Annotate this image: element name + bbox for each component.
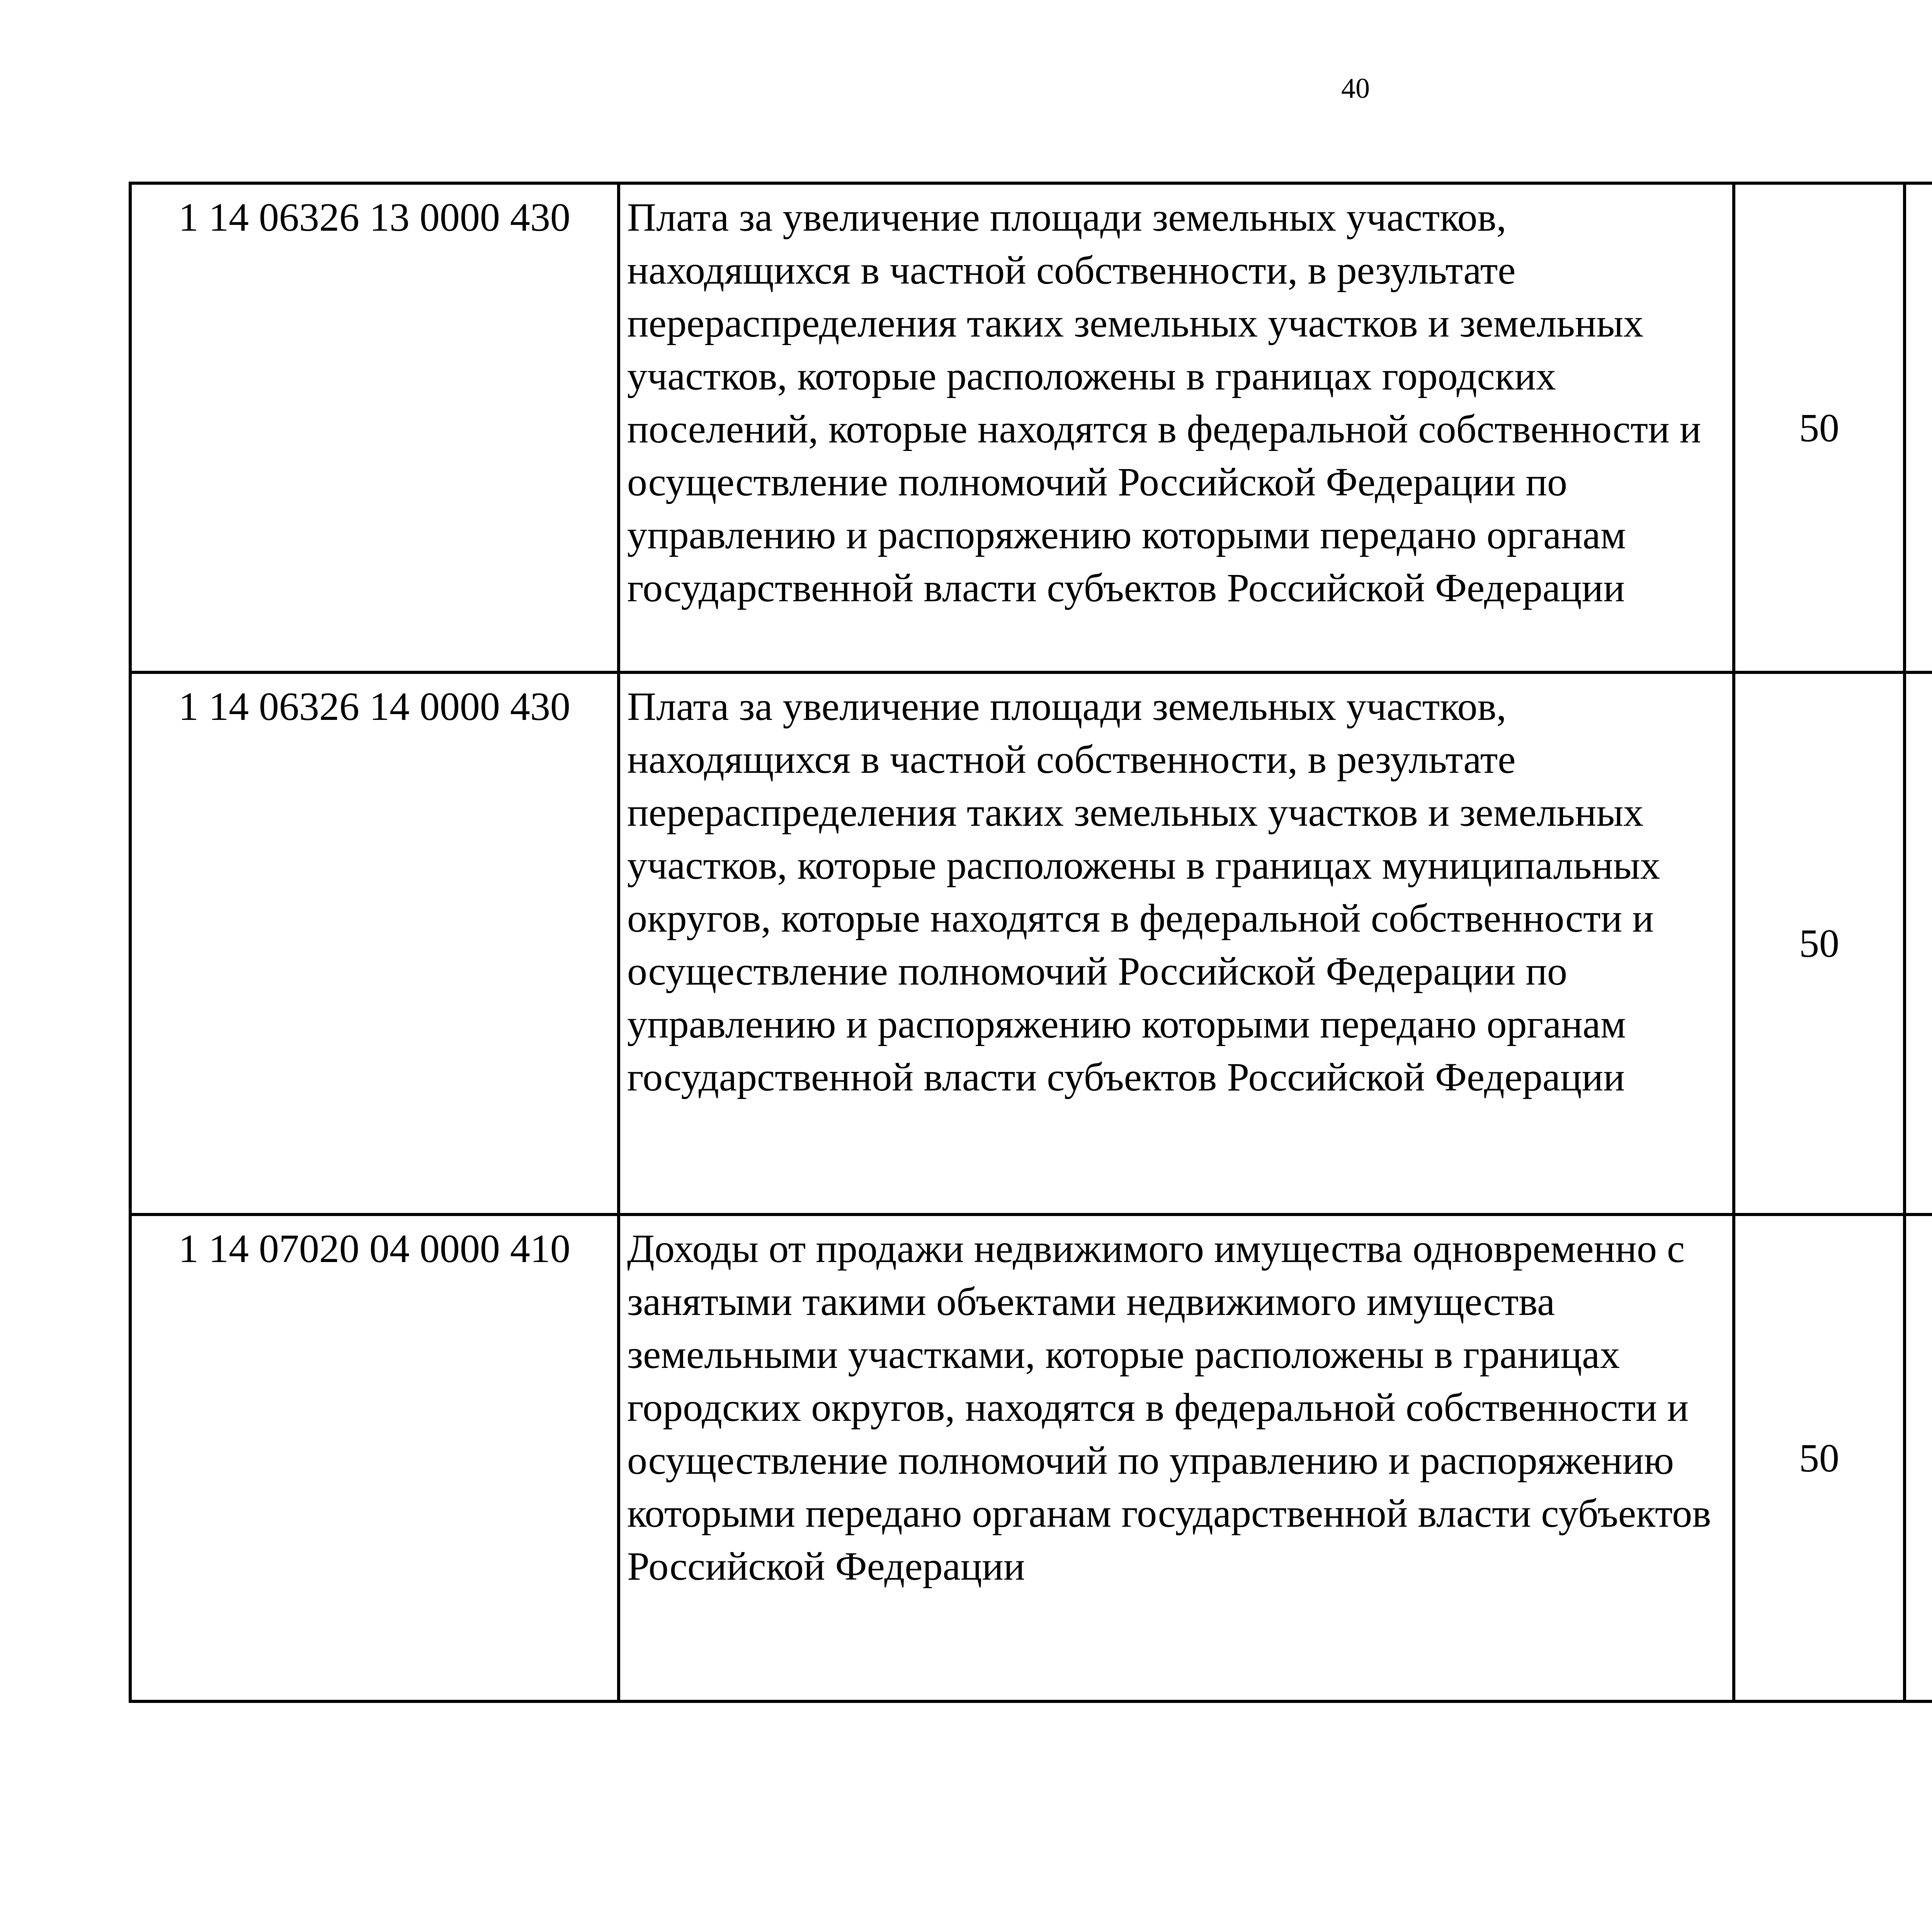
table-row <box>130 183 1932 672</box>
value-cell-2 <box>1905 183 1932 672</box>
revenue-code-cell: 1 14 07020 04 0000 410 <box>130 1214 619 1701</box>
page-number: 40 <box>1341 73 1370 104</box>
revenue-table <box>129 182 1932 1703</box>
revenue-code-cell: 1 14 06326 14 0000 430 <box>130 672 619 1214</box>
revenue-description-cell: Доходы от продажи недвижимого имущества одновременно с занятыми такими объектами недвижимого имущества земельными участками, которые расположены в границах городских округов, находятся в федеральной собственности и осуществление полномочий по управлению и распоряжению которыми передано органам государственной власти субъектов Российской Федерации <box>619 1214 1734 1701</box>
revenue-description-cell: Плата за увеличение площади земельных участков, находящихся в частной собственности, в результате перераспределения таких земельных участков и земельных участков, которые расположены в границах городских поселений, которые находятся в федеральной собственности и осуществление полномочий Российской Федерации по управлению и распоряжению которыми передано органам государственной власти субъектов Российской Федерации <box>619 183 1734 672</box>
table-row <box>130 672 1932 1214</box>
value-cell-2 <box>1905 1214 1932 1701</box>
value-cell-1: 50 <box>1734 672 1905 1214</box>
value-cell-2 <box>1905 672 1932 1214</box>
value-cell-1: 50 <box>1734 183 1905 672</box>
value-cell-1: 50 <box>1734 1214 1905 1701</box>
table-row <box>130 1214 1932 1701</box>
revenue-description-cell: Плата за увеличение площади земельных участков, находящихся в частной собственности, в результате перераспределения таких земельных участков и земельных участков, которые расположены в границах муниципальных округов, которые находятся в федеральной собственности и осуществление полномочий Российской Федерации по управлению и распоряжению которыми передано органам государственной власти субъектов Российской Федерации <box>619 672 1734 1214</box>
revenue-code-cell: 1 14 06326 13 0000 430 <box>130 183 619 672</box>
